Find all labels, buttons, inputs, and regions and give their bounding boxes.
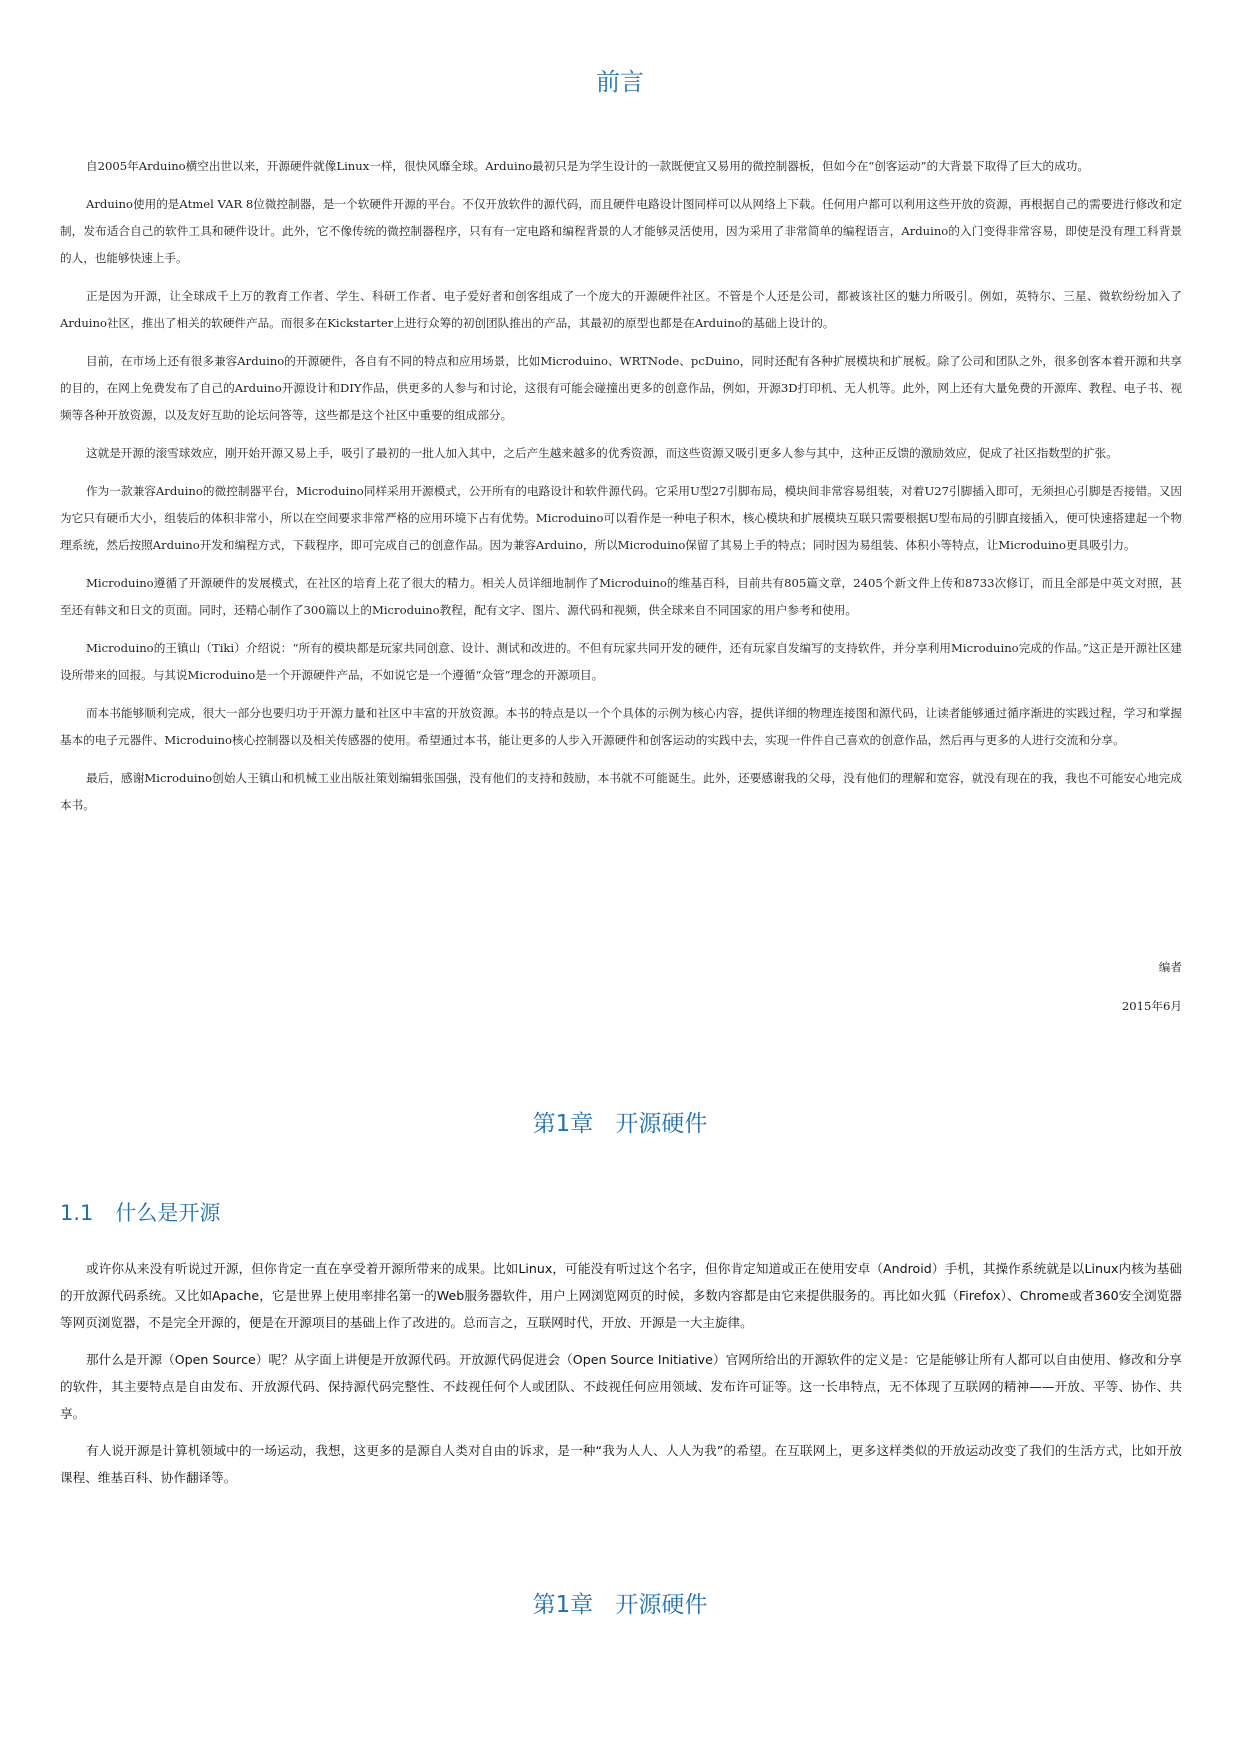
- chapter-number: 第1章: [532, 1592, 594, 1618]
- section-title: [60, 1197, 220, 1227]
- chapter-title: [0, 1105, 1240, 1138]
- section-paragraph: 那什么是开源（Open Source）呢？从字面上讲便是开放源代码。开放源代码促进会（Open Source Initiative）官网所给出的开源软件的定义是：它是能够让所有人都可以自由使用、修改和分享的软件，其主要特点是自由发布、开放源代码、保持源代码完整性、不歧视任何个人或团队、不歧视任何应用领域、发布许可证等。这一长串特点，无不体现了互联网的精神——开放、平等、协作、共享。: [60, 1352, 1182, 1421]
- section-name: 什么是开源: [115, 1201, 221, 1225]
- preface-paragraph: Microduino的王镇山（Tiki）介绍说：“所有的模块都是玩家共同创意、设计、测试和改进的。不但有玩家共同开发的硬件，还有玩家自发编写的支持软件，并分享利用Microduino完成的作品。”这正是开源社区建设所带来的回报。与其说Microduino是一个开源硬件产品，不如说它是一个遵循“众管”理念的开源项目。: [60, 641, 1182, 682]
- preface-date: 2015年6月: [1121, 999, 1182, 1013]
- preface-paragraph: 而本书能够顺利完成，很大一部分也要归功于开源力量和社区中丰富的开放资源。本书的特点是以一个个具体的示例为核心内容，提供详细的物理连接图和源代码，让读者能够通过循序渐进的实践过程，学习和掌握基本的电子元器件、Microduino核心控制器以及相关传感器的使用。希望通过本书，能让更多的人步入开源硬件和创客运动的实践中去，实现一件件自己喜欢的创意作品，然后再与更多的人进行交流和分享。: [60, 706, 1182, 747]
- preface-paragraph: 最后，感谢Microduino创始人王镇山和机械工业出版社策划编辑张国强，没有他们的支持和鼓励，本书就不可能诞生。此外，还要感谢我的父母，没有他们的理解和宽容，就没有现在的我，我也不可能安心地完成本书。: [60, 771, 1182, 812]
- preface-body: [60, 153, 1182, 830]
- section-paragraph: 或许你从来没有听说过开源，但你肯定一直在享受着开源所带来的成果。比如Linux，可能没有听过这个名字，但你肯定知道或正在使用安卓（Android）手机，其操作系统就是以Linux内核为基础的开放源代码系统。又比如Apache，它是世界上使用率排名第一的Web服务器软件，用户上网浏览网页的时候，多数内容都是由它来提供服务的。再比如火狐（Firefox）、Chrome或者360安全浏览器等网页浏览器，不是完全开源的，便是在开源项目的基础上作了改进的。总而言之，互联网时代，开放、开源是一大主旋律。: [60, 1261, 1182, 1330]
- section-body: [60, 1255, 1182, 1501]
- chapter-name: 开源硬件: [615, 1111, 708, 1137]
- preface-paragraph: Microduino遵循了开源硬件的发展模式，在社区的培育上花了很大的精力。相关人员详细地制作了Microduino的维基百科，目前共有805篇文章，2405个新文件上传和8733次修订，而且全部是中英文对照，甚至还有韩文和日文的页面。同时，还精心制作了300篇以上的Microduino教程，配有文字、图片、源代码和视频，供全球来自不同国家的用户参考和使用。: [60, 576, 1182, 617]
- preface-paragraph: 目前，在市场上还有很多兼容Arduino的开源硬件，各自有不同的特点和应用场景，比如Microduino、WRTNode、pcDuino，同时还配有各种扩展模块和扩展板。除了公司和团队之外，很多创客本着开源和共享的目的，在网上免费发布了自己的Arduino开源设计和DIY作品，供更多的人参与和讨论，这很有可能会碰撞出更多的创意作品，例如，开源3D打印机、无人机等。此外，网上还有大量免费的开源库、教程、电子书、视频等各种开放资源，以及友好互助的论坛问答等，这些都是这个社区中重要的组成部分。: [60, 354, 1182, 422]
- preface-title: 前言: [596, 68, 644, 96]
- chapter-title-repeat: [0, 1586, 1240, 1619]
- chapter-name: 开源硬件: [615, 1592, 708, 1618]
- preface-paragraph: 正是因为开源，让全球成千上万的教育工作者、学生、科研工作者、电子爱好者和创客组成了一个庞大的开源硬件社区。不管是个人还是公司，都被该社区的魅力所吸引。例如，英特尔、三星、微软纷纷加入了Arduino社区，推出了相关的软硬件产品。而很多在Kickstarter上进行众筹的初创团队推出的产品，其最初的原型也都是在Arduino的基础上设计的。: [60, 289, 1182, 330]
- preface-paragraph: 作为一款兼容Arduino的微控制器平台，Microduino同样采用开源模式，公开所有的电路设计和软件源代码。它采用U型27引脚布局，模块间非常容易组装，对着U27引脚插入即可，无须担心引脚是否接错。又因为它只有硬币大小，组装后的体积非常小，所以在空间要求非常严格的应用环境下占有优势。Microduino可以看作是一种电子积木，核心模块和扩展模块互联只需要根据U型布局的引脚直接插入，便可快速搭建起一个物理系统，然后按照Arduino开发和编程方式，下载程序，即可完成自己的创意作品。因为兼容Arduino，所以Microduino保留了其易上手的特点；同时因为易组装、体积小等特点，让Microduino更具吸引力。: [60, 484, 1182, 552]
- section-number: 1.1: [60, 1201, 94, 1225]
- preface-paragraph: 自2005年Arduino横空出世以来，开源硬件就像Linux一样，很快风靡全球。Arduino最初只是为学生设计的一款既便宜又易用的微控制器板，但如今在“创客运动”的大背景下取得了巨大的成功。: [86, 159, 1089, 173]
- preface-paragraph: Arduino使用的是Atmel VAR 8位微控制器，是一个软硬件开源的平台。不仅开放软件的源代码，而且硬件电路设计图同样可以从网络上下载。任何用户都可以利用这些开放的资源，再根据自己的需要进行修改和定制，发布适合自己的软件工具和硬件设计。此外，它不像传统的微控制器程序，只有有一定电路和编程背景的人才能够灵活使用，因为采用了非常简单的编程语言，Arduino的入门变得非常容易，即使是没有理工科背景的人，也能够快速上手。: [60, 197, 1182, 265]
- preface-author: 编者: [1158, 960, 1182, 974]
- preface-paragraph: 这就是开源的滚雪球效应，刚开始开源又易上手，吸引了最初的一批人加入其中，之后产生越来越多的优秀资源，而这些资源又吸引更多人参与其中，这种正反馈的激励效应，促成了社区指数型的扩张。: [86, 446, 1118, 460]
- section-paragraph: 有人说开源是计算机领域中的一场运动，我想，这更多的是源自人类对自由的诉求，是一种“我为人人、人人为我”的希望。在互联网上，更多这样类似的开放运动改变了我们的生活方式，比如开放课程、维基百科、协作翻译等。: [60, 1443, 1182, 1485]
- chapter-number: 第1章: [532, 1111, 594, 1137]
